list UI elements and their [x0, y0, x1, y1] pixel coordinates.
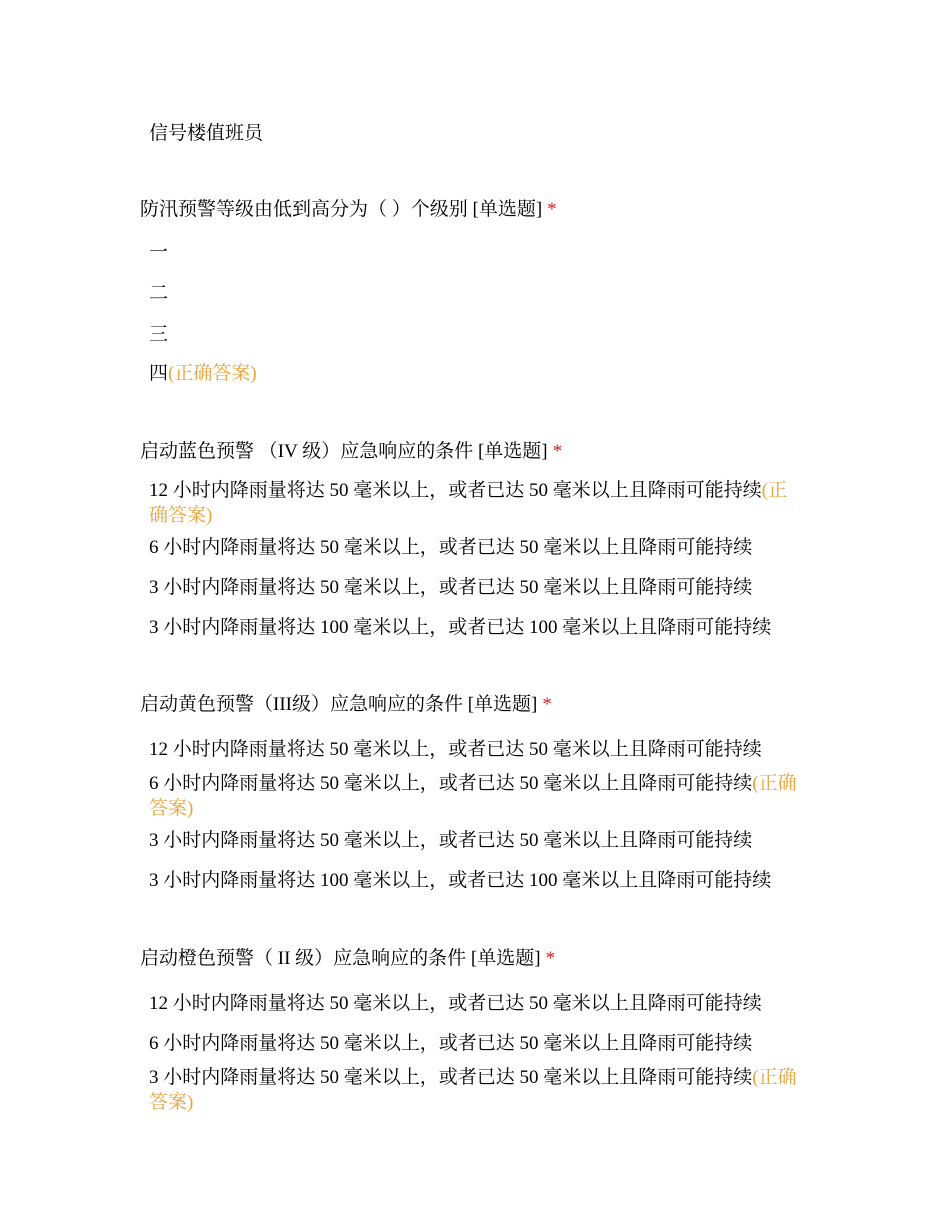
- option-list: [140, 737, 820, 893]
- question-text: 启动蓝色预警 （IV 级）应急响应的条件 [单选题]: [140, 441, 548, 462]
- option-item-correct: [149, 1065, 801, 1115]
- correct-answer-tag: (正确答案): [149, 1067, 797, 1113]
- option-text: 3 小时内降雨量将达 100 毫米以上，或者已达 100 毫米以上且降雨可能持续: [149, 617, 772, 638]
- option-text: 12 小时内降雨量将达 50 毫米以上，或者已达 50 毫米以上且降雨可能持续: [149, 993, 762, 1014]
- option-text: 6 小时内降雨量将达 50 毫米以上，或者已达 50 毫米以上且降雨可能持续: [149, 773, 753, 794]
- option-item: [149, 535, 801, 560]
- option-item: [149, 322, 801, 347]
- option-text: 四: [149, 363, 169, 384]
- option-text: 3 小时内降雨量将达 50 毫米以上，或者已达 50 毫米以上且降雨可能持续: [149, 830, 753, 851]
- question-2: [140, 439, 820, 640]
- option-text: 三: [149, 324, 169, 345]
- option-item: [149, 868, 801, 893]
- option-text: 3 小时内降雨量将达 100 毫米以上，或者已达 100 毫米以上且降雨可能持续: [149, 870, 772, 891]
- option-text: 3 小时内降雨量将达 50 毫米以上，或者已达 50 毫米以上且降雨可能持续: [149, 1067, 753, 1088]
- required-marker: *: [545, 948, 556, 969]
- option-item: [149, 615, 801, 640]
- option-text: 12 小时内降雨量将达 50 毫米以上，或者已达 50 毫米以上且降雨可能持续: [149, 480, 762, 501]
- option-text: 6 小时内降雨量将达 50 毫米以上，或者已达 50 毫米以上且降雨可能持续: [149, 537, 753, 558]
- question-title: [140, 692, 820, 717]
- required-marker: *: [552, 441, 563, 462]
- option-item-correct: [149, 478, 801, 528]
- option-item: [149, 240, 801, 265]
- option-item: [149, 991, 801, 1016]
- correct-answer-tag: (正确答案): [149, 480, 788, 526]
- option-item: [149, 281, 801, 306]
- option-text: 6 小时内降雨量将达 50 毫米以上，或者已达 50 毫米以上且降雨可能持续: [149, 1033, 753, 1054]
- option-text: 二: [149, 283, 169, 304]
- option-item-correct: [149, 361, 801, 386]
- question-title: [140, 197, 820, 222]
- option-list: [140, 240, 820, 386]
- question-text: 启动黄色预警（III级）应急响应的条件 [单选题]: [140, 694, 538, 715]
- correct-answer-tag: (正确答案): [168, 363, 257, 384]
- option-list: [140, 991, 820, 1115]
- option-item: [149, 737, 801, 762]
- required-marker: *: [547, 199, 557, 220]
- question-4: [140, 946, 820, 1115]
- question-title: [140, 946, 820, 971]
- question-title: [140, 439, 820, 464]
- option-text: 一: [149, 242, 169, 263]
- required-marker: *: [542, 694, 552, 715]
- option-item-correct: [149, 771, 801, 821]
- option-item: [149, 828, 801, 853]
- option-item: [149, 1031, 801, 1056]
- question-text: 启动橙色预警（ II 级）应急响应的条件 [单选题]: [140, 948, 541, 969]
- option-text: 12 小时内降雨量将达 50 毫米以上，或者已达 50 毫米以上且降雨可能持续: [149, 739, 762, 760]
- option-text: 3 小时内降雨量将达 50 毫米以上，或者已达 50 毫米以上且降雨可能持续: [149, 577, 753, 598]
- correct-answer-tag: (正确答案): [149, 773, 797, 819]
- option-item: [149, 575, 801, 600]
- question-text: 防汛预警等级由低到高分为（ ）个级别 [单选题]: [140, 199, 543, 220]
- question-1: [140, 197, 820, 386]
- option-list: [140, 478, 820, 640]
- question-3: [140, 692, 820, 893]
- respondent-role: 信号楼值班员: [149, 123, 264, 144]
